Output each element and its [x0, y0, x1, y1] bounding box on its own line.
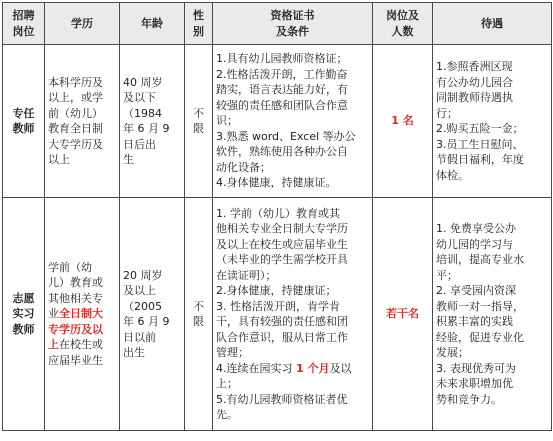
requirements-cell: 1. 学前（幼儿）教育或其 他相关专业全日制大专学历 及以上在校生或应届毕业生 （未毕业的学生需学校开具 在读证明）； 2.身体健康，持健康证； 3. 性格活泼开朗，肯学肯 干，具有较强的责任感和团 队合作意识，服从日常工作 管理； 4.连续在园实习 1 个月及以 上； 5.有幼儿园教师资格证者优 先。	[213, 198, 373, 431]
header-position: 招聘 岗位	[3, 3, 45, 45]
header-age: 年龄	[120, 3, 185, 45]
gender-cell: 不 限	[185, 45, 213, 198]
count-value: 若干名	[386, 307, 419, 321]
header-requirements: 资格证书 及条件	[213, 3, 373, 45]
gender-cell: 不 限	[185, 198, 213, 431]
recruitment-table	[2, 2, 552, 431]
count-cell	[373, 45, 433, 198]
header-benefits: 待遇	[433, 3, 552, 45]
education-highlight: 全日制大	[59, 307, 103, 321]
requirements-cell: 1.具有幼儿园教师资格证； 2.性格活泼开朗，工作勤奋 踏实，语言表达能力好，有 较强的责任感和团队合作意 识； 3.熟悉 word、Excel 等办公 软件，熟练使用各种办公自 动化设备； 4.身体健康，持健康证。	[213, 45, 373, 198]
education-cell: 本科学历及 以上，或学 前（幼儿） 教育全日制 大专学历及 以上	[45, 45, 120, 198]
internship-duration: 1 个月	[296, 361, 330, 375]
header-row	[3, 3, 552, 45]
table-row	[3, 45, 552, 198]
position-cell: 志愿 实习 教师	[3, 198, 45, 431]
benefits-cell: 1. 免费享受公办 幼儿园的学习与 培训，提高专业水 平； 2. 享受园内资深 教师一对一指导， 积累丰富的实践 经验，促进专业化 发展； 3. 表现优秀可为 未来求职增加优 势和竞争力。	[433, 198, 552, 431]
header-gender: 性 别	[185, 3, 213, 45]
count-cell	[373, 198, 433, 431]
benefits-cell: 1.参照香洲区现 有公办幼儿园合 同制教师待遇执 行； 2.购买五险一金； 3.员工生日慰问、 节假日福利，年度 体检。	[433, 45, 552, 198]
education-cell: 学前（幼 儿）教育或 其他相关专 业全日制大 专学历及以 上在校生或 应届毕业生	[45, 198, 120, 431]
age-cell: 40 周岁 及以下 （1984 年 6 月 9 日后出 生	[120, 45, 185, 198]
count-value: 1 名	[391, 114, 414, 128]
table-row	[3, 198, 552, 431]
age-cell: 20 周岁 及以上 （2005 年 6 月 9 日以前 出生	[120, 198, 185, 431]
header-count: 岗位及 人数	[373, 3, 433, 45]
header-education: 学历	[45, 3, 120, 45]
position-cell: 专任 教师	[3, 45, 45, 198]
